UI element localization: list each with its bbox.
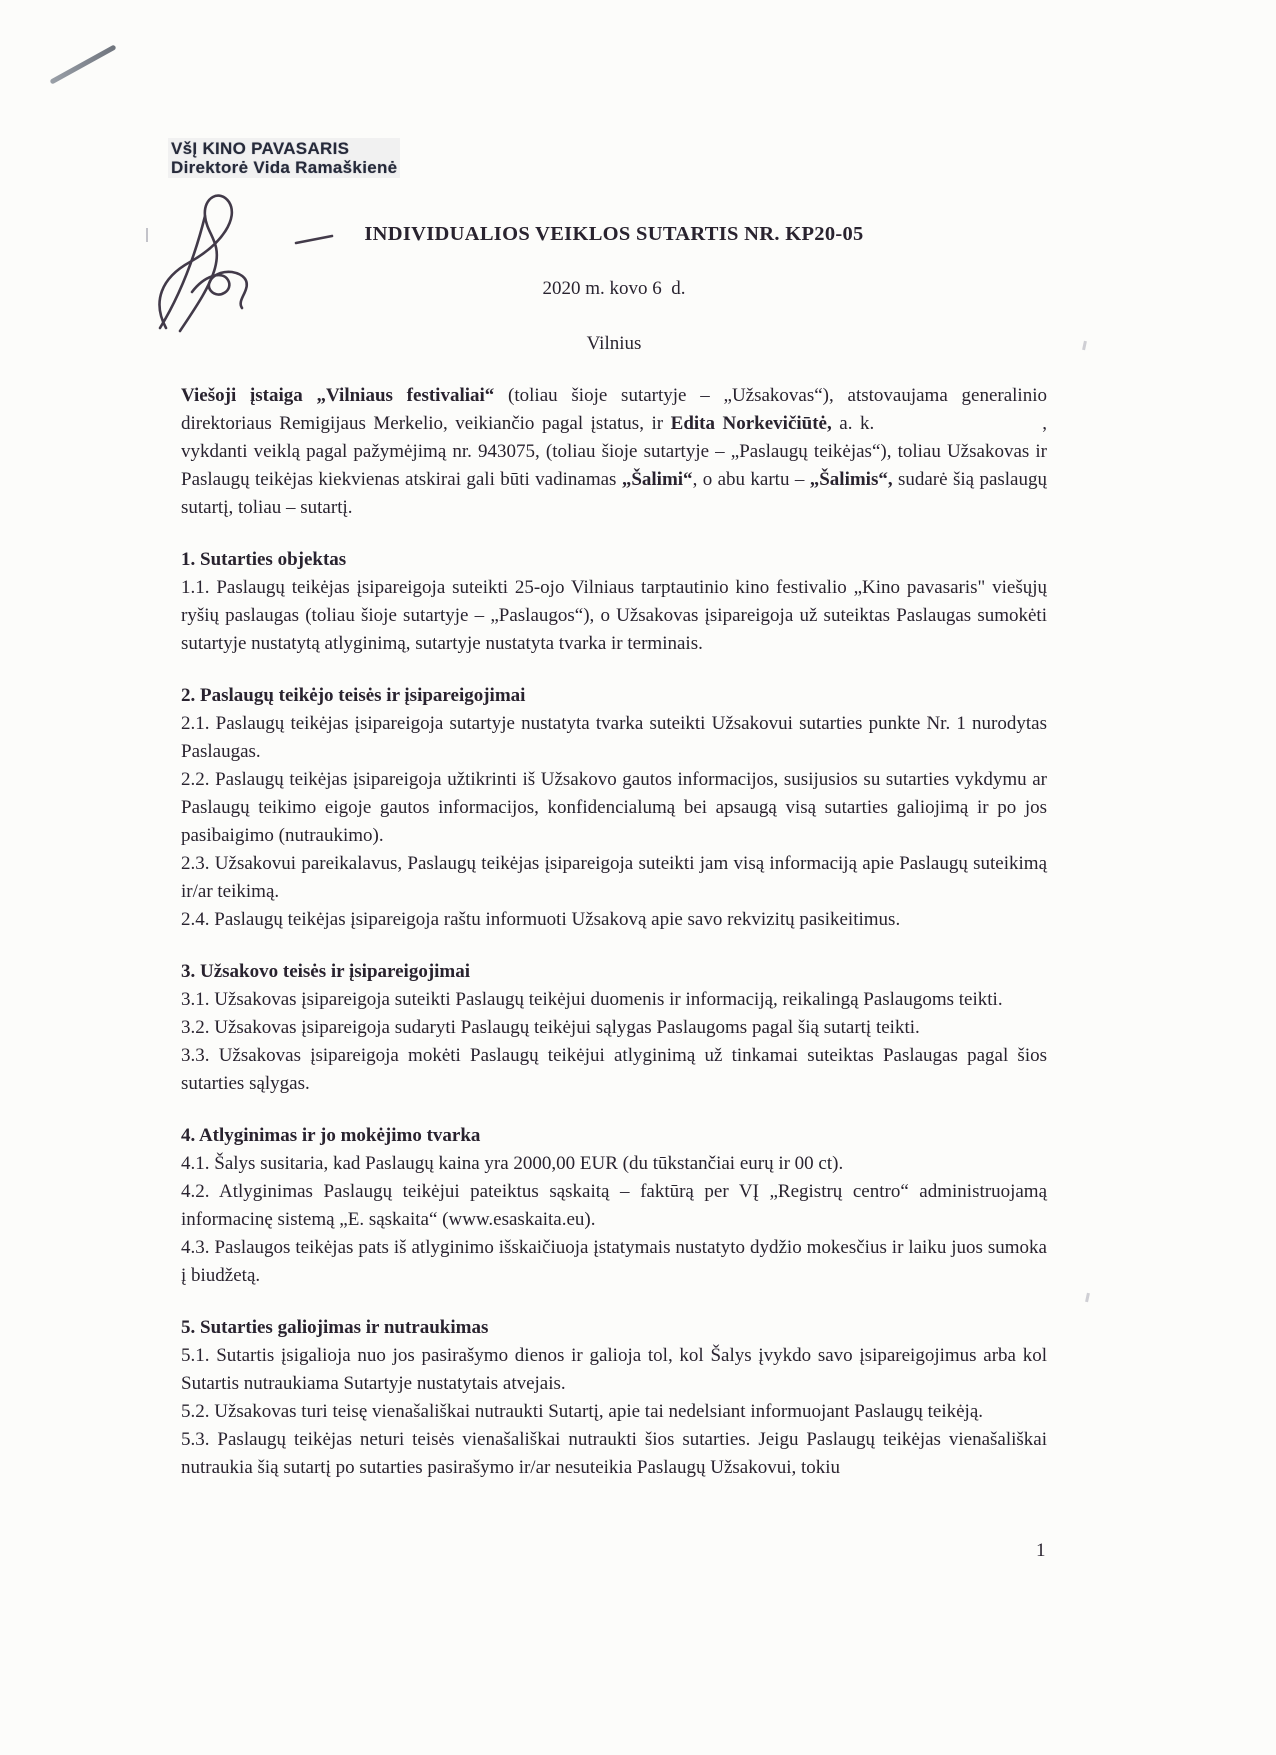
section-heading: 3. Užsakovo teisės ir įsipareigojimai	[181, 961, 471, 982]
clause-4-3: 4.3. Paslaugos teikėjas pats iš atlyginimo išskaičiuoja įstatymais nustatyto dydžio mokesčius ir laiku juos sumoka į biudžetą.	[181, 1237, 1047, 1286]
clause-2-4: 2.4. Paslaugų teikėjas įsipareigoja raštu informuoti Užsakovą apie savo rekvizitų pasikeitimus.	[181, 909, 901, 930]
provider-person-name: Edita Norkevičiūtė,	[670, 413, 832, 434]
stamp-director-name: Direktorė Vida Ramaškienė	[171, 158, 398, 177]
section-heading: 2. Paslaugų teikėjo teisės ir įsipareigojimai	[181, 685, 526, 706]
clause-2-1: 2.1. Paslaugų teikėjas įsipareigoja sutartyje nustatyta tvarka suteikti Užsakovui sutarties punkte Nr. 1 nurodytas Paslaugas.	[181, 713, 1047, 762]
clause-3-1: 3.1. Užsakovas įsipareigoja suteikti Paslaugų teikėjui duomenis ir informaciją, reikalingą Paslaugoms teikti.	[181, 989, 1003, 1010]
clause-3-2: 3.2. Užsakovas įsipareigoja sudaryti Paslaugų teikėjui sąlygas Paslaugoms pagal šią sutartį teikti.	[181, 1017, 920, 1038]
section-1-object	[181, 546, 1047, 658]
stamp-company-name: VšĮ KINO PAVASARIS	[171, 139, 350, 158]
scan-artifact	[1082, 341, 1087, 350]
intro-paragraph: Viešoji įstaiga „Vilniaus festivaliai“ (toliau šioje sutartyje – „Užsakovas“), atstovaujama generalinio direktoriaus Remigijaus Merkelio, veikiančio pagal įstatus, ir Edita Norkevičiūtė, a. k. , vykdanti veiklą pagal pažymėjimą nr. 943075, (toliau šioje sutartyje – „Paslaugų teikėjas“), toliau Užsakovas ir Paslaugų teikėjas kiekvienas atskirai gali būti vadinamas „Šalimi“, o abu kartu – „Šalimis“, sudarė šią paslaugų sutartį, toliau – sutartį.	[181, 385, 1048, 518]
document-title: INDIVIDUALIOS VEIKLOS SUTARTIS NR. KP20-05	[364, 223, 864, 245]
clause-3-3: 3.3. Užsakovas įsipareigoja mokėti Paslaugų teikėjui atlyginimą už tinkamai suteiktas Paslaugas pagal šios sutarties sąlygas.	[181, 1045, 1047, 1094]
section-heading: 4. Atlyginimas ir jo mokėjimo tvarka	[181, 1125, 481, 1146]
document-body	[181, 220, 1047, 1482]
document-date: 2020 m. kovo 6 d.	[542, 278, 686, 299]
clause-1-1: 1.1. Paslaugų teikėjas įsipareigoja suteikti 25-ojo Vilniaus tarptautinio kino festivalio „Kino pavasaris" viešųjų ryšių paslaugas (toliau šioje sutartyje – „Paslaugos“), o Užsakovas įsipareigoja už suteiktas Paslaugas sumokėti sutartyje nustatytą atlyginimą, sutartyje nustatyta tvarka ir terminais.	[181, 577, 1047, 654]
clause-5-1: 5.1. Sutartis įsigalioja nuo jos pasirašymo dienos ir galioja tol, kol Šalys įvykdo savo įsipareigojimus arba kol Sutartis nutraukiama Sutartyje nustatytais atvejais.	[181, 1345, 1047, 1394]
section-4-payment	[181, 1122, 1047, 1290]
section-5-validity-termination	[181, 1314, 1047, 1482]
clause-5-2: 5.2. Užsakovas turi teisę vienašališkai nutraukti Sutartį, apie tai nedelsiant informuojant Paslaugų teikėją.	[181, 1401, 984, 1422]
clause-4-2: 4.2. Atlyginimas Paslaugų teikėjui pateiktus sąskaitą – faktūrą per VĮ „Registrų centro“ administruojamą informacinę sistemą „E. sąskaita“ (www.esaskaita.eu).	[181, 1181, 1047, 1230]
clause-2-3: 2.3. Užsakovui pareikalavus, Paslaugų teikėjas įsipareigoja suteikti jam visą informaciją apie Paslaugų suteikimą ir/ar teikimą.	[181, 853, 1047, 902]
client-company-name: Viešoji įstaiga „Vilniaus festivaliai“	[181, 385, 495, 406]
scan-artifact	[1085, 1293, 1090, 1302]
section-heading: 1. Sutarties objektas	[181, 549, 347, 570]
page-number: 1	[1036, 1540, 1046, 1561]
clause-2-2: 2.2. Paslaugų teikėjas įsipareigoja užtikrinti iš Užsakovo gautos informacijos, susijusios su sutarties vykdymu ar Paslaugų teikimo eigoje gautos informacijos, konfidencialumą bei apsaugą visą sutarties galiojimą ir po jos pasibaigimo (nutraukimo).	[181, 769, 1047, 846]
section-heading: 5. Sutarties galiojimas ir nutraukimas	[181, 1317, 489, 1338]
pen-stroke-mark	[49, 44, 116, 84]
section-3-client-obligations	[181, 958, 1047, 1098]
clause-4-1: 4.1. Šalys susitaria, kad Paslaugų kaina yra 2000,00 EUR (du tūkstančiai eurų ir 00 ct).	[181, 1153, 844, 1174]
document-city: Vilnius	[586, 333, 642, 354]
section-2-provider-obligations	[181, 682, 1047, 934]
clause-5-3: 5.3. Paslaugų teikėjas neturi teisės vienašališkai nutraukti šios sutarties. Jeigu Paslaugų teikėjas vienašališkai nutraukia šią sutartį po sutarties pasirašymo ir/ar nesuteikia Paslaugų Užsakovui, tokiu	[181, 1429, 1047, 1478]
company-stamp	[168, 138, 400, 178]
